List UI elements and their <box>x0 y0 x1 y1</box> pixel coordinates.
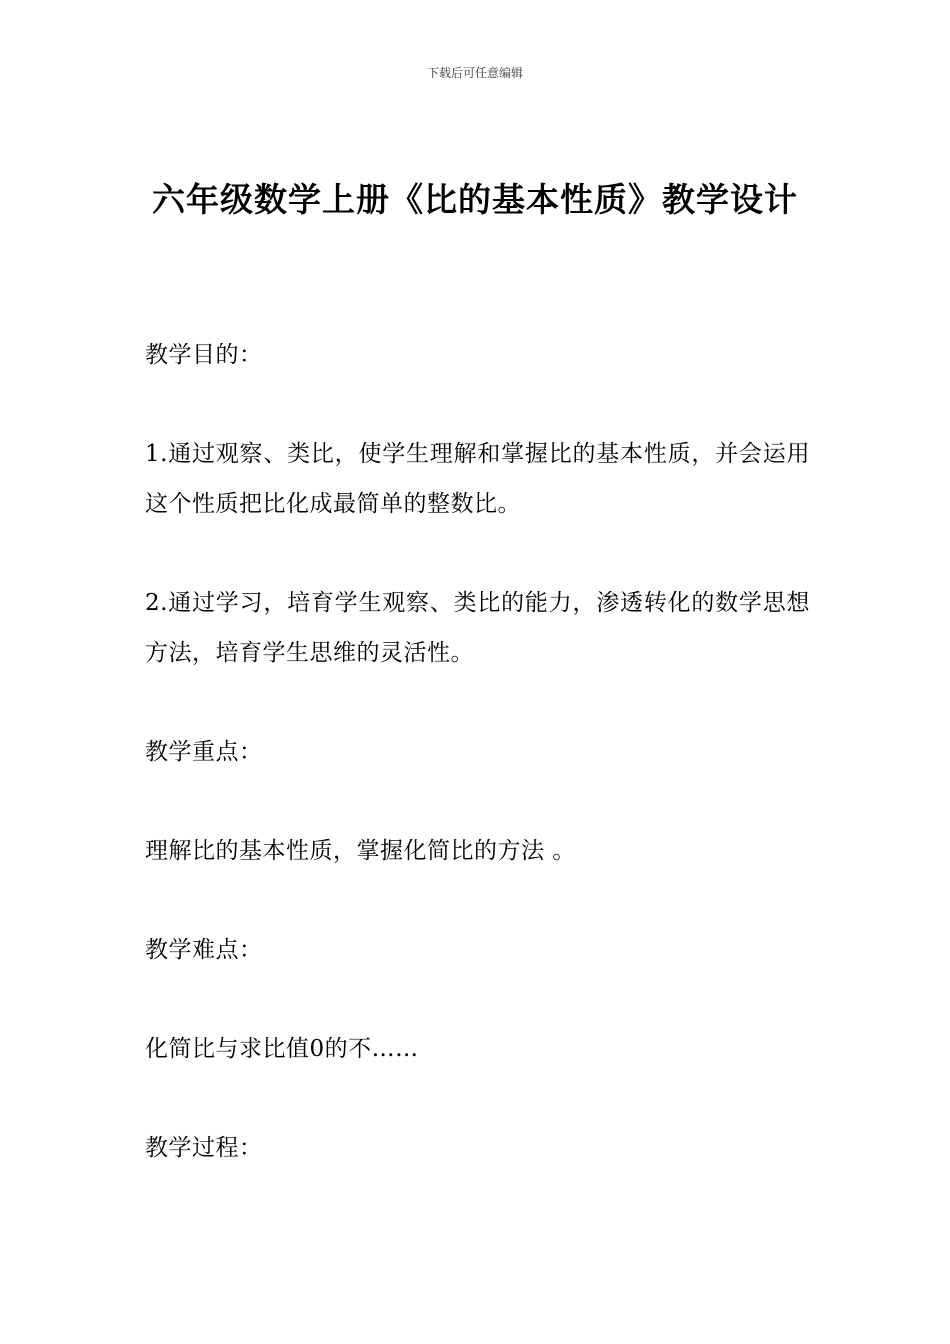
section-heading-key-points: 教学重点： <box>145 739 263 765</box>
section-heading-objectives: 教学目的： <box>145 342 263 368</box>
key-points-text: 理解比的基本性质，掌握化简比的方法 。 <box>145 838 576 864</box>
difficulties-text: 化简比与求比值0的不…… <box>145 1036 419 1062</box>
objective-item-1: 1.通过观察、类比，使学生理解和掌握比的基本性质，并会运用这个性质把比化成最简单的整数比。 <box>145 441 810 517</box>
document-body <box>145 330 810 1222</box>
page-header-note: 下载后可任意编辑 <box>426 66 523 80</box>
section-heading-difficulties: 教学难点： <box>145 937 263 963</box>
objective-item-2: 2.通过学习，培育学生观察、类比的能力，渗透转化的数学思想方法，培育学生思维的灵活性。 <box>145 590 810 666</box>
document-title: 六年级数学上册《比的基本性质》教学设计 <box>152 180 798 219</box>
section-heading-process: 教学过程： <box>145 1135 263 1161</box>
